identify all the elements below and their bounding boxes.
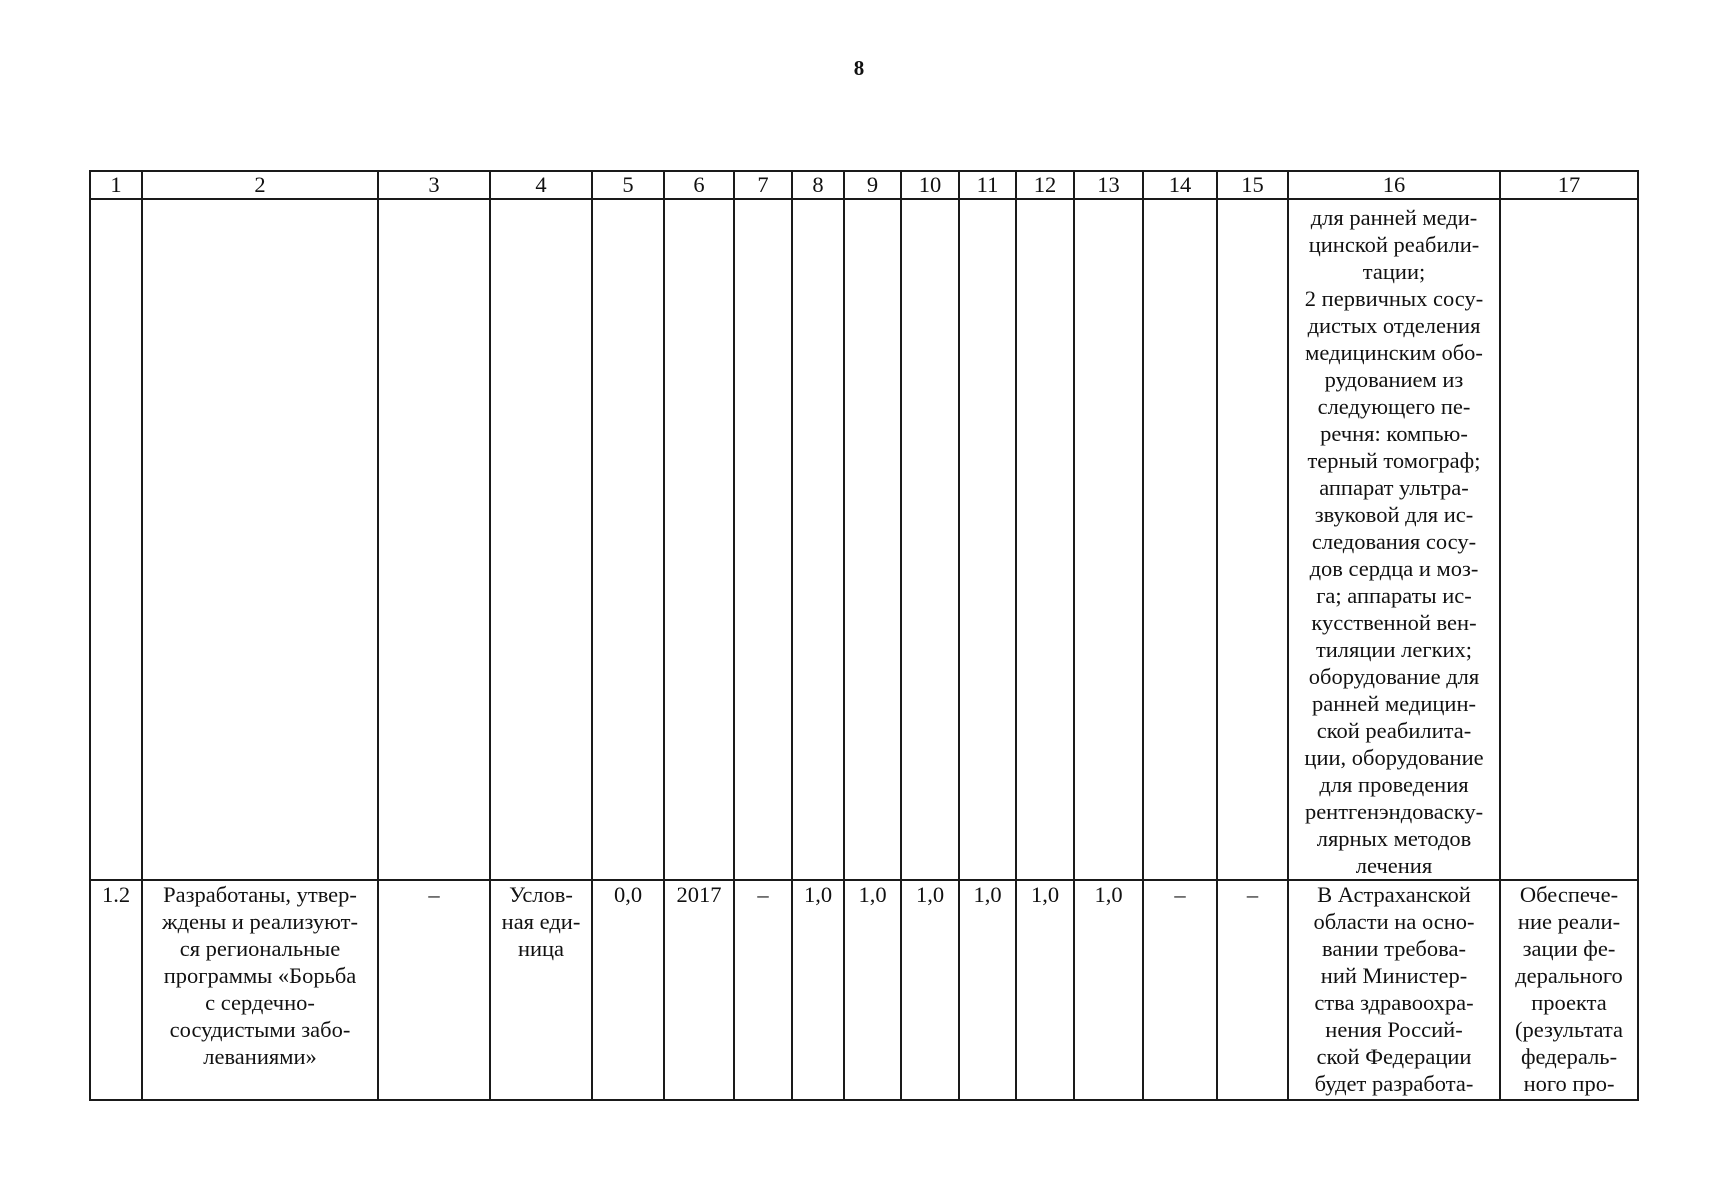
table-cell — [490, 199, 592, 880]
table-cell — [959, 199, 1016, 880]
project-note-cell: Обеспече- ние реали- зации фе- дерального проекта (результата федераль- ного про- — [1500, 880, 1638, 1100]
unit-cell: Услов- ная еди- ница — [490, 880, 592, 1100]
base-value-cell: 0,0 — [592, 880, 664, 1100]
value-cell: 1,0 — [959, 880, 1016, 1100]
table-cell — [1074, 199, 1143, 880]
column-number-row — [90, 171, 1638, 199]
column-number: 11 — [959, 171, 1016, 199]
column-number: 17 — [1500, 171, 1638, 199]
column-number: 9 — [844, 171, 901, 199]
table-cell: – — [378, 880, 490, 1100]
item-number-cell: 1.2 — [90, 880, 142, 1100]
table-cell — [378, 199, 490, 880]
column-number: 12 — [1016, 171, 1074, 199]
table-cell — [1016, 199, 1074, 880]
table-cell — [734, 199, 792, 880]
table-cell — [844, 199, 901, 880]
indicator-name-cell: Разработаны, утвер- ждены и реализуют- ся региональные программы «Борьба с сердечно- сосудистыми забо- леваниями» — [142, 880, 378, 1100]
column-number: 4 — [490, 171, 592, 199]
table-cell — [90, 199, 142, 880]
table-cell — [142, 199, 378, 880]
value-cell: 1,0 — [1074, 880, 1143, 1100]
table-cell — [1500, 199, 1638, 880]
column-number: 1 — [90, 171, 142, 199]
table-cell — [1143, 199, 1217, 880]
value-cell: 1,0 — [844, 880, 901, 1100]
table-cell — [664, 199, 734, 880]
result-description-cell: для ранней меди- цинской реабили- тации; 2 первичных сосу- дистых отделения медицинским обо- рудованием из следующего пе- речня: компью- терный томограф; аппарат ультра- звуковой для ис- следования сосу- дов сердца и моз- га; аппараты ис- кусственной вен- тиляции легких; оборудование для ранней медицин- ской реабилита- ции, оборудование для проведения рентгенэндоваску- лярных методов лечения — [1288, 199, 1500, 880]
column-number: 2 — [142, 171, 378, 199]
value-cell: 1,0 — [901, 880, 959, 1100]
table-cell: – — [734, 880, 792, 1100]
base-year-cell: 2017 — [664, 880, 734, 1100]
table-cell — [792, 199, 844, 880]
column-number: 10 — [901, 171, 959, 199]
page-number: 8 — [853, 56, 865, 80]
continuation-row — [90, 199, 1638, 880]
table-cell — [592, 199, 664, 880]
table-cell — [901, 199, 959, 880]
column-number: 16 — [1288, 171, 1500, 199]
table-cell — [1217, 199, 1288, 880]
table-cell: – — [1143, 880, 1217, 1100]
value-cell: 1,0 — [1016, 880, 1074, 1100]
column-number: 13 — [1074, 171, 1143, 199]
column-number: 14 — [1143, 171, 1217, 199]
column-number: 5 — [592, 171, 664, 199]
column-number: 6 — [664, 171, 734, 199]
column-number: 15 — [1217, 171, 1288, 199]
table-row-1-2 — [90, 880, 1638, 1100]
column-number: 8 — [792, 171, 844, 199]
column-number: 7 — [734, 171, 792, 199]
table-cell: – — [1217, 880, 1288, 1100]
result-description-cell: В Астраханской области на осно- вании требова- ний Министер- ства здравоохра- нения Россий- ской Федерации будет разработа- — [1288, 880, 1500, 1100]
column-number: 3 — [378, 171, 490, 199]
indicators-table — [89, 170, 1639, 1101]
value-cell: 1,0 — [792, 880, 844, 1100]
